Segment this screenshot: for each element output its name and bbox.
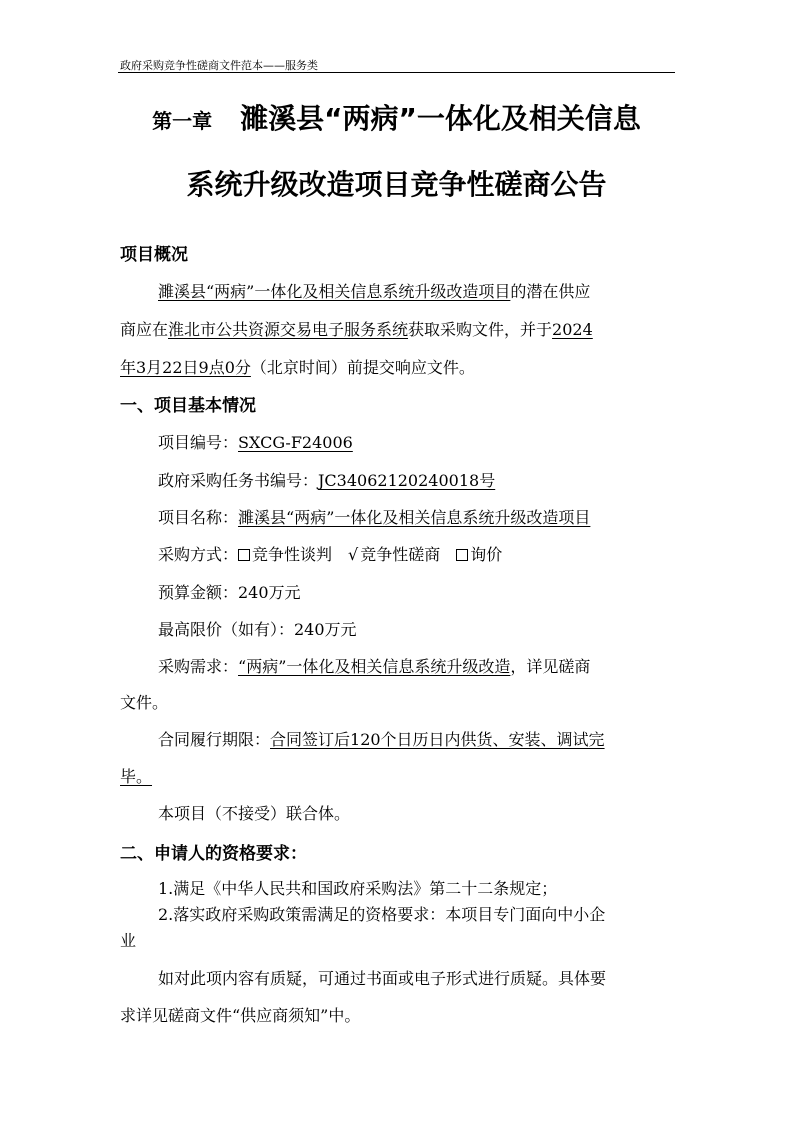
overview-line3 — [120, 355, 475, 378]
method-option: 询价 — [470, 545, 503, 564]
header-text: 政府采购竞争性磋商文件范本——服务类 — [120, 59, 318, 72]
project-code: SXCG-F24006 — [238, 433, 353, 452]
chapter-title-text: 濉溪县“两病”一体化及相关信息 — [240, 102, 641, 135]
method-option: 竞争性磋商 — [360, 545, 441, 564]
demand-row-line2: 文件。 — [120, 693, 169, 712]
chapter-label: 第一章 — [152, 109, 213, 133]
period-value: 合同签订后120个日历日内供货、安装、调试完 — [270, 730, 605, 749]
field-label: 项目名称： — [158, 508, 239, 527]
field-label: 采购方式： — [158, 545, 239, 564]
task-code-row — [158, 468, 495, 491]
deadline-year: 2024 — [552, 320, 593, 339]
task-code: JC34062120240018号 — [318, 471, 496, 490]
project-name: 濉溪县“两病”一体化及相关信息系统升级改造项目 — [238, 508, 591, 527]
max-price-row: 最高限价（如有）：240万元 — [158, 620, 357, 639]
overview-text: （北京时间）前提交响应文件。 — [250, 358, 475, 377]
demand-row — [158, 654, 590, 677]
header-divider — [118, 72, 675, 73]
section2-heading: 二、申请人的资格要求： — [120, 844, 307, 864]
field-label: 合同履行期限： — [158, 730, 271, 749]
project-name-link: 濉溪县“两病”一体化及相关信息系统升级改造项目 — [158, 282, 511, 301]
period-row — [158, 727, 605, 750]
consortium-row: 本项目（不接受）联合体。 — [158, 804, 351, 823]
overview-text: 获取采购文件，并于 — [408, 320, 553, 339]
qualification-item-1: 1.满足《中华人民共和国政府采购法》第二十二条规定； — [158, 879, 558, 898]
checkmark-icon: √ — [348, 545, 359, 564]
objection-note-line1: 如对此项内容有质疑，可通过书面或电子形式进行质疑。具体要 — [158, 969, 607, 988]
checkbox-empty-icon — [456, 549, 468, 561]
period-row-line2: 毕。 — [120, 767, 153, 786]
procurement-method-row — [158, 542, 502, 565]
demand-value: “两病”一体化及相关信息系统升级改造 — [238, 657, 511, 676]
chapter-title-line1 — [118, 97, 675, 137]
project-name-row — [158, 505, 590, 528]
method-option: 竞争性谈判 — [252, 545, 333, 564]
qualification-item-2-line2: 业 — [120, 931, 137, 950]
project-code-row — [158, 430, 353, 453]
overview-text: 的潜在供应 — [510, 282, 591, 301]
overview-line1 — [158, 279, 590, 302]
field-label: 采购需求： — [158, 657, 239, 676]
overview-heading: 项目概况 — [120, 245, 188, 265]
qualification-item-2: 2.落实政府采购政策需满足的资格要求：本项目专门面向中小企 — [158, 905, 606, 924]
field-label: 项目编号： — [158, 433, 239, 452]
demand-text: ，详见磋商 — [510, 657, 591, 676]
budget-row: 预算金额：240万元 — [158, 583, 301, 602]
overview-text: 商应在 — [120, 320, 169, 339]
checkbox-empty-icon — [238, 549, 250, 561]
section1-heading: 一、项目基本情况 — [120, 396, 256, 416]
objection-note-line2: 求详见磋商文件“供应商须知”中。 — [120, 1006, 361, 1025]
deadline-date: 年3月22日9点0分 — [120, 358, 251, 377]
platform-name: 淮北市公共资源交易电子服务系统 — [168, 320, 409, 339]
chapter-title-line2: 系统升级改造项目竞争性磋商公告 — [186, 168, 607, 201]
field-label: 政府采购任务书编号： — [158, 471, 319, 490]
overview-line2 — [120, 317, 593, 340]
